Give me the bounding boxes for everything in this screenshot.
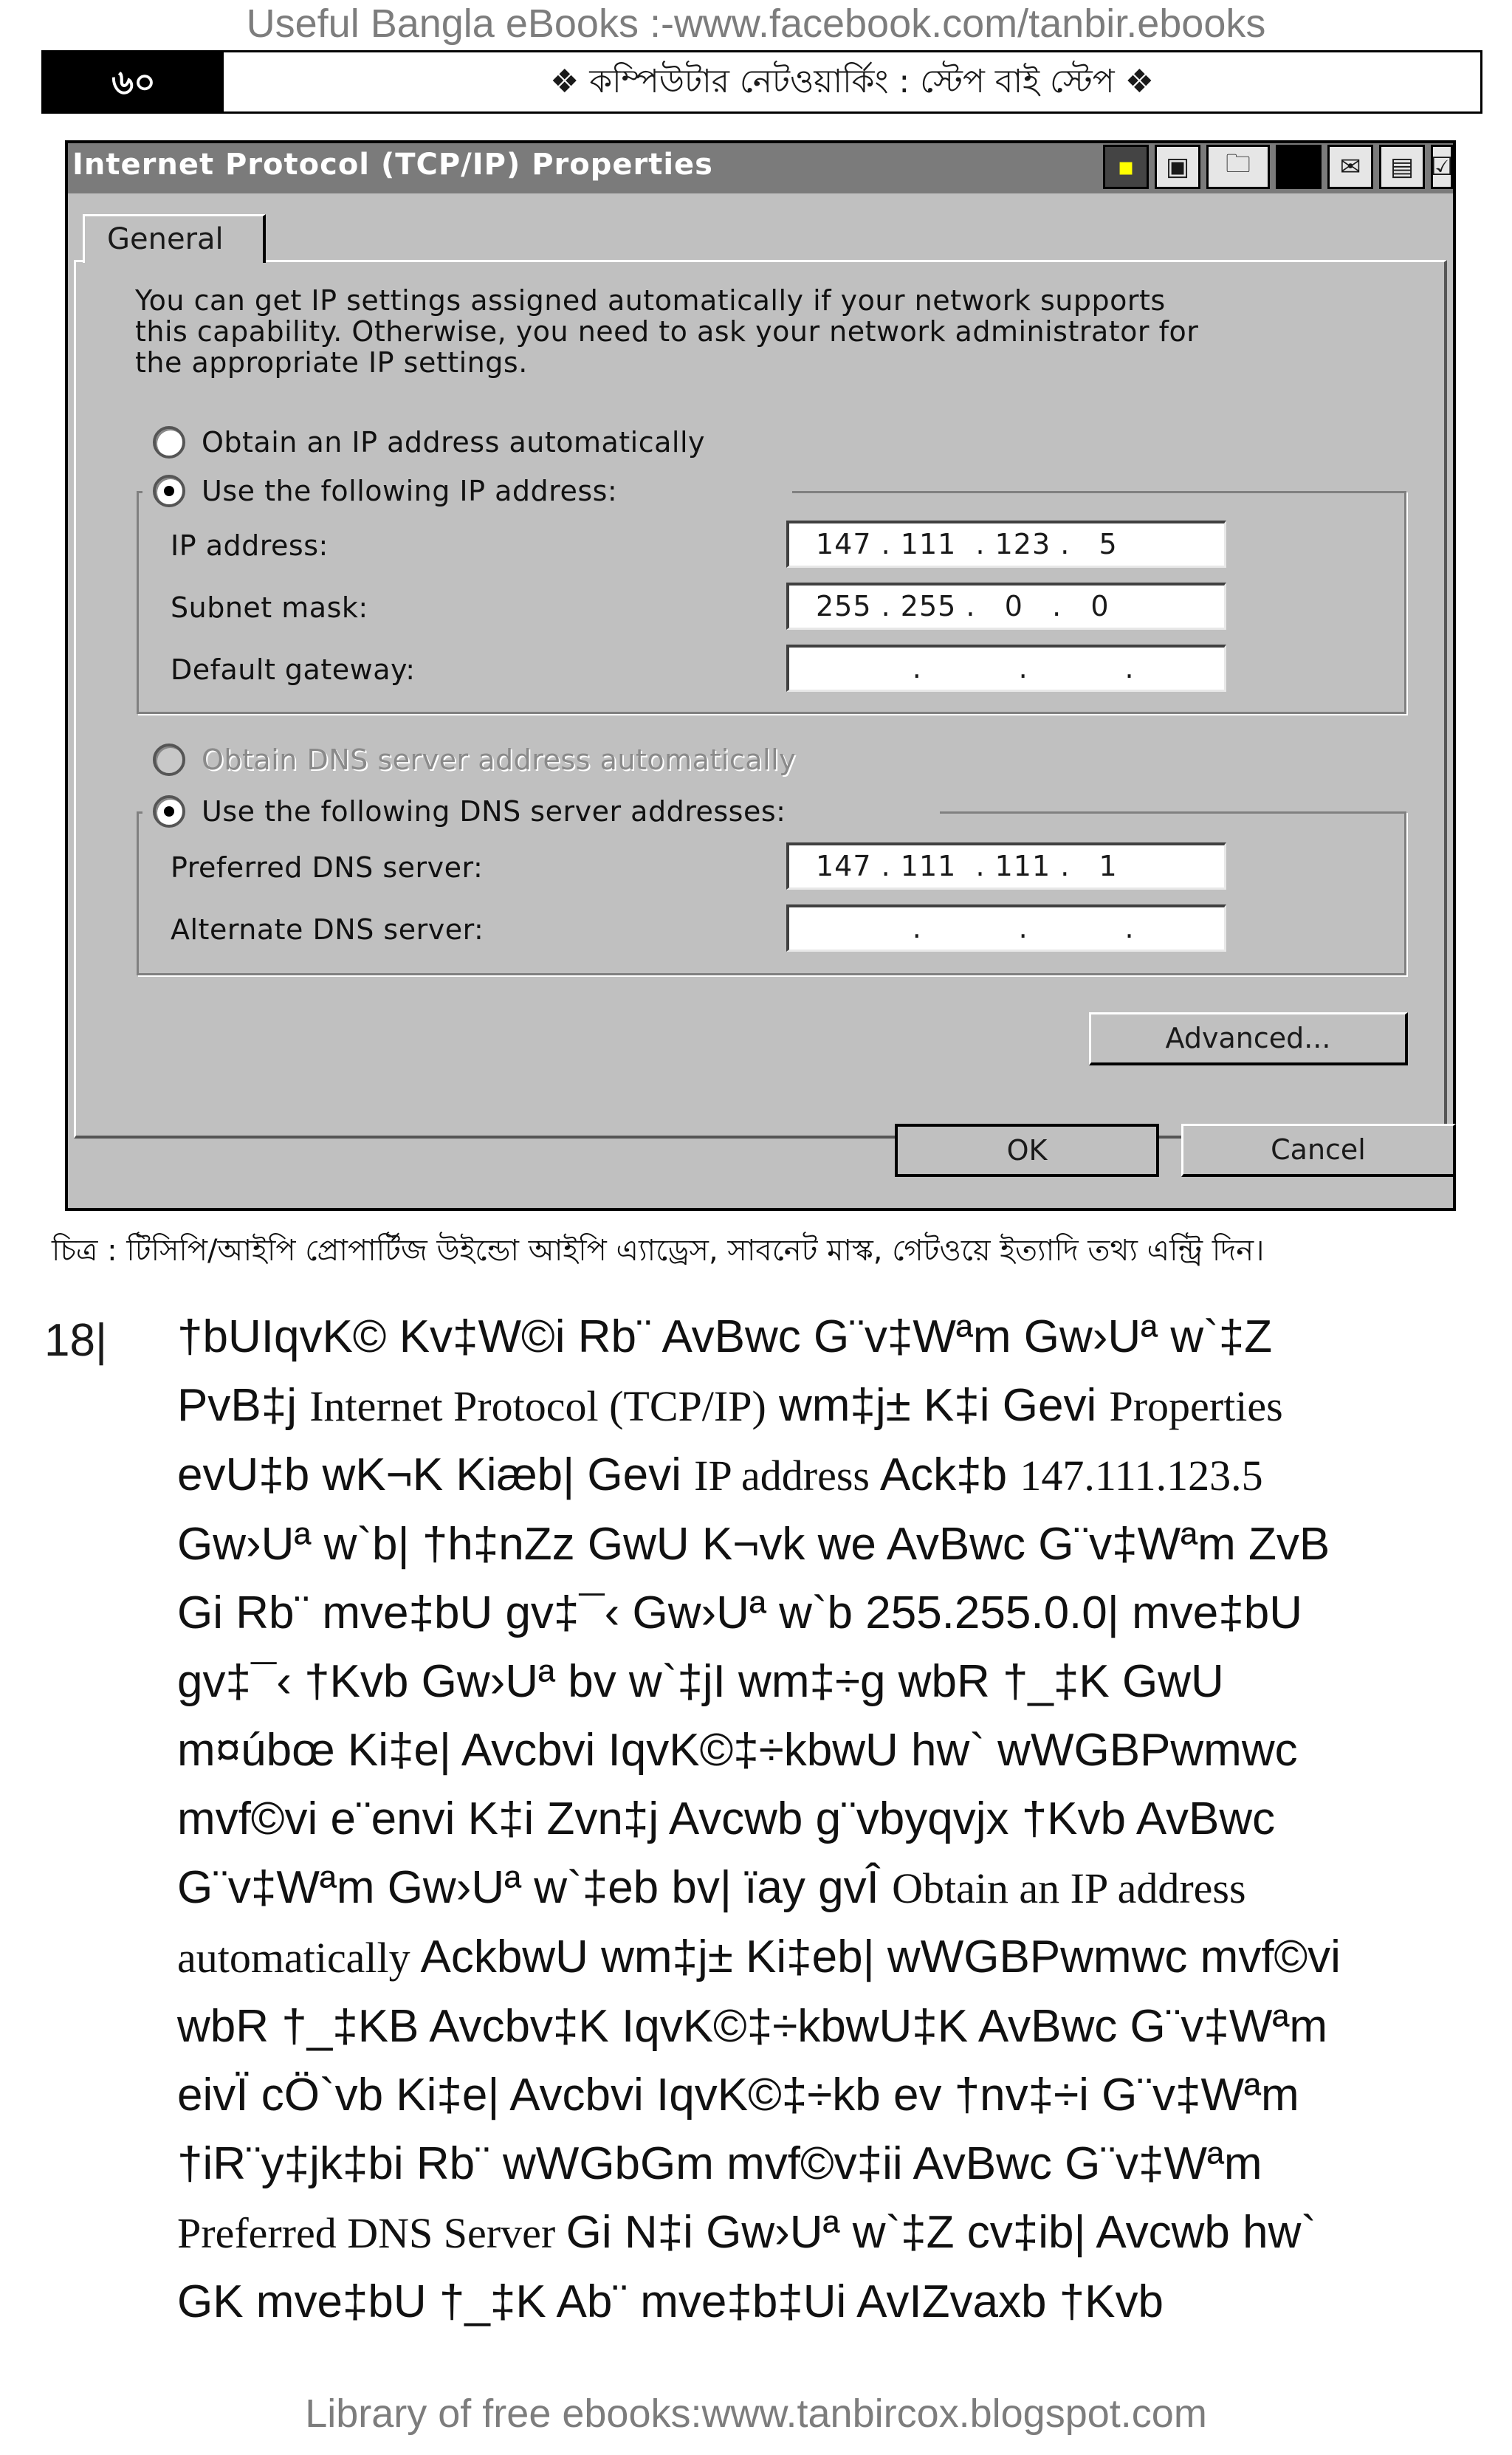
ok-button[interactable]: OK [895, 1124, 1159, 1177]
preferred-dns-field[interactable]: 147 . 111 . 111 . 1 [786, 842, 1226, 890]
body-line: automatically AckbwU wm‡j± Ki‡eb| wWGBPwmwc mvf©vi [177, 1932, 1341, 1982]
bottom-banner: Library of free ebooks:www.tanbircox.blogspot.com [305, 2392, 1207, 2436]
alternate-dns-label: Alternate DNS server: [171, 913, 484, 946]
tcpip-properties-dialog [65, 140, 1456, 1211]
obtain-ip-auto-label[interactable]: Obtain an IP address automatically [202, 426, 706, 459]
general-tab-panel [74, 260, 1447, 1139]
obtain-dns-auto-radio[interactable] [153, 744, 185, 776]
page-header [41, 50, 1482, 114]
body-line: GK mve‡bU †_‡K Ab¨ mve‡b‡Ui AvIZvaxb †Kvb [177, 2276, 1164, 2327]
alternate-dns-field[interactable]: . . . [786, 904, 1226, 952]
subnet-mask-field[interactable]: 255 . 255 . 0 . 0 [786, 583, 1226, 630]
blank-icon[interactable] [1276, 145, 1322, 189]
figure-caption: চিত্র : টিসিপি/আইপি প্রোপার্টিজ উইন্ডো আইপি এ্যাড্রেস, সাবনেট মাস্ক, গেটওয়ে ইত্যাদি তথ্য এন্ট্রি দিন। [52, 1234, 1265, 1268]
body-line: †iR¨y‡jk‡bi Rb¨ wWGbGm mvf©v‡ii AvBwc G¨v‡Wªm [177, 2138, 1262, 2189]
item-number: 18| [44, 1315, 108, 1366]
ip-address-label: IP address: [171, 529, 329, 562]
body-line: G¨v‡Wªm Gw›Uª w`‡eb bv| ïay gvÎ Obtain an IP address [177, 1862, 1246, 1913]
chapter-title: ❖ কম্পিউটার নেটওয়ার্কিং : স্টেপ বাই স্টেপ ❖ [549, 63, 1155, 100]
body-line: Gw›Uª w`b| †h‡nZz GwU K¬vk we AvBwc G¨v‡Wªm ZvB [177, 1519, 1330, 1570]
subnet-mask-label: Subnet mask: [171, 591, 368, 624]
advanced-button[interactable]: Advanced... [1089, 1012, 1408, 1065]
body-line: wbR †_‡KB Avcbv‡K IqvK©‡÷kbwU‡K AvBwc G¨v‡Wªm [177, 2001, 1327, 2052]
folder-icon[interactable]: 🗀 [1206, 145, 1270, 189]
tab-general[interactable]: General [83, 214, 266, 263]
use-following-ip-radio[interactable] [153, 475, 185, 507]
intro-line-1: You can get IP settings assigned automatically if your network supports [135, 284, 1166, 317]
body-line: Gi Rb¨ mve‡bU gv‡¯‹ Gw›Uª w`b 255.255.0.0| mve‡bU [177, 1587, 1302, 1638]
preferred-dns-label: Preferred DNS server: [171, 851, 484, 884]
app-icon[interactable]: ▪ [1103, 145, 1149, 189]
default-gateway-label: Default gateway: [171, 653, 416, 686]
ip-address-field[interactable]: 147 . 111 . 123 . 5 [786, 521, 1226, 568]
window-icon[interactable]: ▤ [1379, 145, 1425, 189]
body-line: PvB‡j Internet Protocol (TCP/IP) wm‡j± K‡i Gevi Properties [177, 1380, 1283, 1431]
obtain-ip-auto-radio[interactable] [153, 426, 185, 459]
display-icon[interactable]: ▣ [1155, 145, 1200, 189]
taskbar-icons [1103, 145, 1453, 192]
body-line: gv‡¯‹ †Kvb Gw›Uª bv w`‡jI wm‡÷g wbR †_‡K GwU [177, 1656, 1224, 1707]
dialog-titlebar[interactable] [68, 143, 1453, 193]
default-gateway-field[interactable]: . . . [786, 645, 1226, 692]
body-line: Preferred DNS Server Gi N‡i Gw›Uª w`‡Z cv‡ib| Avcwb hw` [177, 2207, 1316, 2258]
obtain-dns-auto-label[interactable]: Obtain DNS server address automatically [202, 744, 797, 776]
body-paragraph [177, 1302, 1491, 2336]
top-banner: Useful Bangla eBooks :-www.facebook.com/tanbir.ebooks [246, 1, 1266, 46]
body-line: †bUIqvK© Kv‡W©i Rb¨ AvBwc G¨v‡Wªm Gw›Uª w`‡Z [177, 1311, 1273, 1362]
body-line: mvf©vi e¨envi K‡i Zvn‡j Avcwb g¨vbyqvjx †Kvb AvBwc [177, 1793, 1276, 1844]
use-following-ip-label[interactable]: Use the following IP address: [202, 475, 618, 507]
dialog-title: Internet Protocol (TCP/IP) Properties [72, 148, 713, 182]
intro-line-3: the appropriate IP settings. [135, 346, 528, 379]
body-line: evU‡b wK¬K Kiæb| Gevi IP address Ack‡b 147.111.123.5 [177, 1449, 1263, 1500]
mail-icon[interactable]: ✉ [1327, 145, 1373, 189]
cancel-button[interactable]: Cancel [1181, 1124, 1456, 1177]
page-number: ৬০ [44, 52, 224, 111]
intro-line-2: this capability. Otherwise, you need to ask your network administrator for [135, 315, 1199, 348]
body-line: eivÏ cÖ`vb Ki‡e| Avcbvi IqvK©‡÷kb ev †nv‡÷i G¨v‡Wªm [177, 2070, 1299, 2121]
body-line: m¤úbœ Ki‡e| Avcbvi IqvK©‡÷kbwU hw` wWGBPwmwc [177, 1725, 1298, 1776]
use-following-dns-radio[interactable] [153, 795, 185, 828]
use-following-dns-label[interactable]: Use the following DNS server addresses: [202, 795, 786, 828]
check-icon[interactable]: ☑ [1431, 145, 1453, 189]
